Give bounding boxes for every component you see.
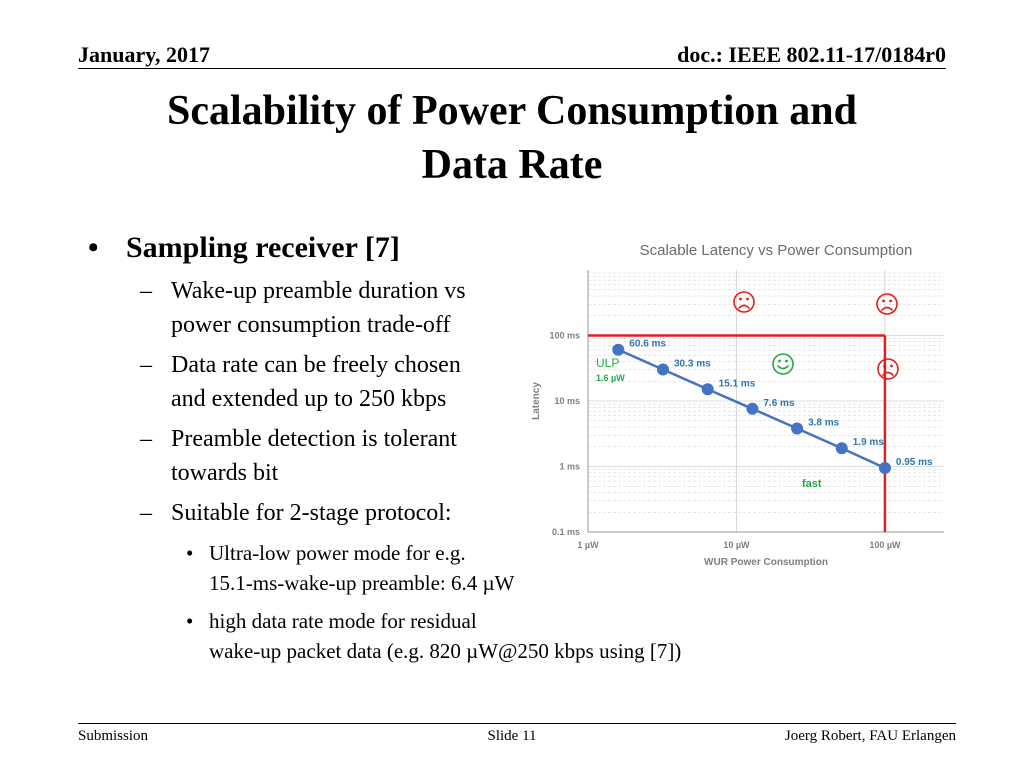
point-label: 30.3 ms xyxy=(673,358,711,370)
point-label: 0.95 ms xyxy=(895,456,933,468)
subsub-bullet-2 xyxy=(88,606,848,666)
point-label: 60.6 ms xyxy=(629,338,667,350)
face-outline xyxy=(878,359,898,379)
face-mouth xyxy=(778,366,788,369)
ulp-power-label: 1.6 µW xyxy=(596,373,625,383)
happy-face-icon xyxy=(773,354,793,374)
x-tick-label: 100 µW xyxy=(869,540,901,550)
subsub-bullet-2-line-1: high data rate mode for residual xyxy=(209,609,477,633)
data-point xyxy=(746,403,758,415)
face-eye xyxy=(883,365,886,368)
data-point xyxy=(657,363,669,375)
face-outline xyxy=(773,354,793,374)
face-outline xyxy=(734,292,754,312)
footer-submission: Submission xyxy=(78,728,149,744)
header-doc-id: doc.: IEEE 802.11-17/0184r0 xyxy=(677,42,946,67)
face-eye xyxy=(882,300,885,303)
header-date: January, 2017 xyxy=(78,42,211,67)
x-axis-label: WUR Power Consumption xyxy=(704,557,828,568)
bullet-main-text: Sampling receiver [7] xyxy=(126,231,400,264)
bullet-dot: • xyxy=(88,231,99,264)
sad-face-icon xyxy=(878,359,898,379)
footer-author: Joerg Robert, FAU Erlangen xyxy=(784,728,956,744)
y-tick-label: 1 ms xyxy=(559,461,580,472)
footer-slide-number: Slide 11 xyxy=(487,728,537,744)
face-mouth xyxy=(739,306,749,309)
subsub-bullet-1-line-1: Ultra-low power mode for e.g. xyxy=(209,541,466,565)
sad-face-icon xyxy=(734,292,754,312)
sub-bullet-3-line-2: towards bit xyxy=(171,460,279,486)
slide-title-line-1: Scalability of Power Consumption and xyxy=(167,88,857,134)
data-point xyxy=(612,344,624,356)
dash-mark: – xyxy=(140,500,152,526)
ulp-label: ULP xyxy=(596,356,620,370)
point-label: 15.1 ms xyxy=(718,378,756,390)
x-tick-label: 1 µW xyxy=(577,540,599,550)
subsub-bullet-2-line-2: wake-up packet data (e.g. 820 µW@250 kbps using [7]) xyxy=(209,639,682,663)
data-point xyxy=(879,462,891,474)
dash-mark: – xyxy=(140,352,152,378)
y-axis-label: Latency xyxy=(531,382,542,420)
latency-power-chart xyxy=(526,234,960,574)
data-point xyxy=(836,442,848,454)
slide-title xyxy=(0,84,1024,192)
point-label: 7.6 ms xyxy=(763,397,795,409)
point-label: 3.8 ms xyxy=(808,417,840,429)
sub-bullet-3-line-1: Preamble detection is tolerant xyxy=(171,426,457,452)
face-eye xyxy=(778,360,781,363)
footer-divider xyxy=(78,723,956,724)
chart-title: Scalable Latency vs Power Consumption xyxy=(639,242,913,259)
subsub-bullet-1-line-2: 15.1-ms-wake-up preamble: 6.4 µW xyxy=(209,571,515,595)
small-dot: • xyxy=(186,541,194,565)
sub-bullet-2-line-2: and extended up to 250 kbps xyxy=(171,386,447,412)
sub-bullet-4-line-1: Suitable for 2-stage protocol: xyxy=(171,500,452,526)
sub-bullet-1-line-2: power consumption trade-off xyxy=(171,312,451,338)
y-tick-label: 100 ms xyxy=(549,330,580,341)
dash-mark: – xyxy=(140,278,152,304)
y-tick-label: 0.1 ms xyxy=(551,527,580,537)
fast-label: fast xyxy=(802,478,822,490)
sub-bullet-1-line-1: Wake-up preamble duration vs xyxy=(171,278,466,304)
face-mouth xyxy=(883,373,893,376)
sub-bullet-2-line-1: Data rate can be freely chosen xyxy=(171,352,461,378)
header-divider xyxy=(78,68,946,69)
face-eye xyxy=(746,298,749,301)
dash-mark: – xyxy=(140,426,152,452)
chart-point-labels xyxy=(629,339,933,468)
face-eye xyxy=(890,365,893,368)
face-eye xyxy=(785,360,788,363)
x-tick-label: 10 µW xyxy=(723,540,750,550)
point-label: 1.9 ms xyxy=(852,437,884,449)
data-point xyxy=(791,423,803,435)
slide-title-line-2: Data Rate xyxy=(421,142,603,188)
small-dot: • xyxy=(186,609,194,633)
face-eye xyxy=(889,300,892,303)
y-tick-label: 10 ms xyxy=(554,396,580,406)
chart-series xyxy=(612,344,891,474)
data-point xyxy=(702,383,714,395)
face-eye xyxy=(739,298,742,301)
face-mouth xyxy=(882,308,892,311)
